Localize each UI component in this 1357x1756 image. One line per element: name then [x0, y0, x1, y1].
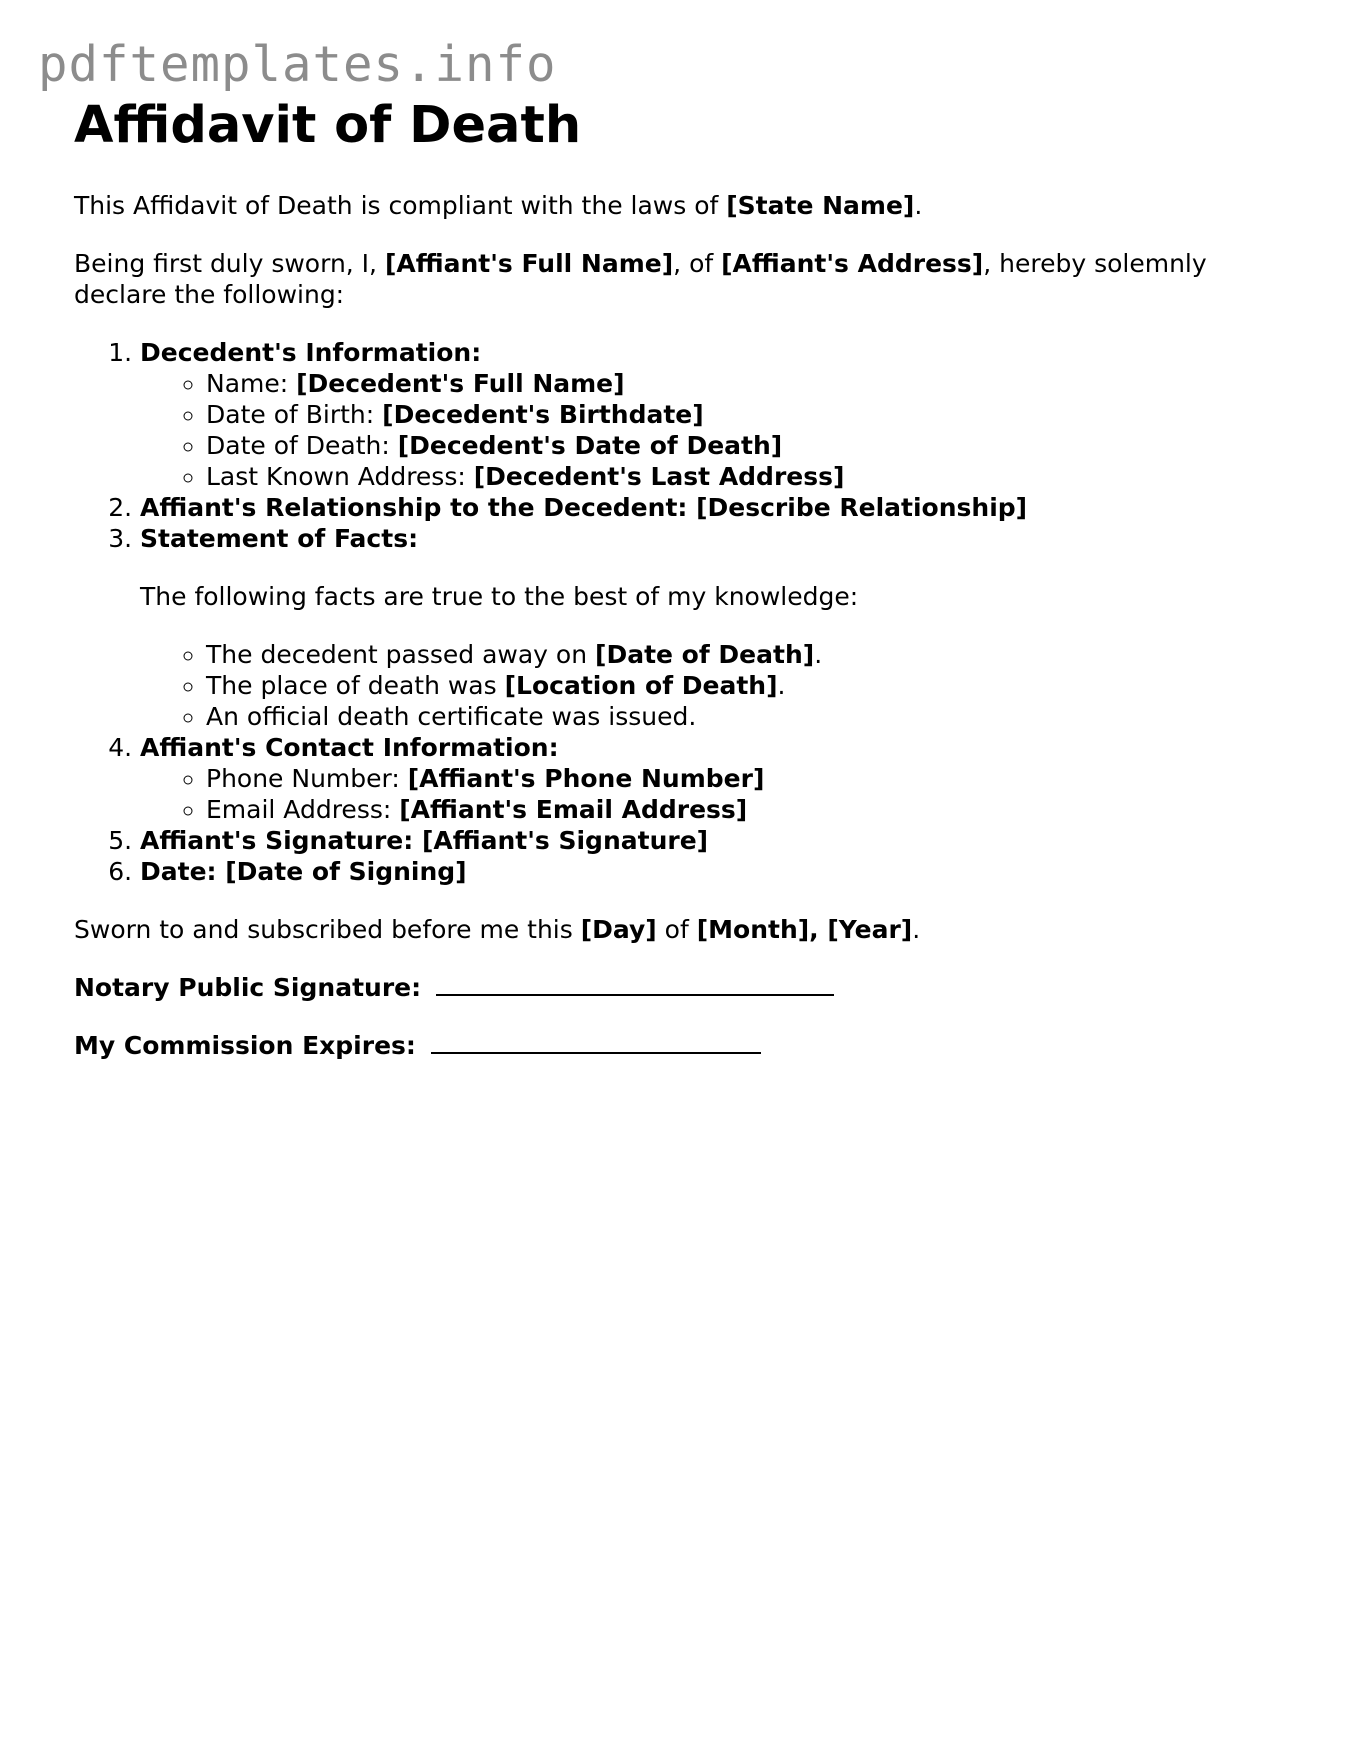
fact-suffix: . — [777, 671, 786, 700]
decedent-name-label: Name: — [206, 369, 297, 398]
month-year-placeholder: [Month], [Year] — [696, 915, 913, 944]
section-date — [140, 856, 1294, 887]
list-item — [206, 701, 1294, 732]
decedent-name-placeholder: [Decedent's Full Name] — [296, 369, 625, 398]
facts-list — [140, 639, 1294, 732]
signature-placeholder: [Affiant's Signature] — [421, 826, 709, 855]
fact-prefix: The place of death was — [206, 671, 505, 700]
fact-prefix: An official death certificate was issued. — [206, 702, 697, 731]
compliance-statement — [74, 190, 1294, 221]
affiant-name-placeholder: [Affiant's Full Name] — [384, 249, 674, 278]
sworn-middle: of — [656, 915, 697, 944]
list-item — [206, 794, 1294, 825]
decedent-info-list — [140, 368, 1294, 492]
relationship-placeholder: [Describe Relationship] — [696, 493, 1028, 522]
decedent-birth-label: Date of Birth: — [206, 400, 383, 429]
list-item — [206, 399, 1294, 430]
fact-prefix: The decedent passed away on — [206, 640, 596, 669]
list-item — [206, 461, 1294, 492]
affiant-address-placeholder: [Affiant's Address] — [721, 249, 984, 278]
location-of-death-placeholder: [Location of Death] — [504, 671, 778, 700]
email-label: Email Address: — [206, 795, 400, 824]
sworn-suffix: . — [912, 915, 921, 944]
email-placeholder: [Affiant's Email Address] — [399, 795, 748, 824]
day-placeholder: [Day] — [580, 915, 657, 944]
section-affiant-signature — [140, 825, 1294, 856]
commission-expires-field[interactable] — [431, 1030, 761, 1054]
notary-signature-field[interactable] — [436, 972, 834, 996]
intro-suffix: , hereby solemnly declare the following: — [74, 249, 1207, 309]
document-title: Affidavit of Death — [74, 96, 582, 155]
sworn-statement — [74, 914, 1294, 945]
intro-statement — [74, 248, 1294, 310]
intro-prefix: Being first duly sworn, I, — [74, 249, 385, 278]
signature-heading: Affiant's Signature: — [140, 826, 422, 855]
section-statement-of-facts — [140, 523, 1294, 732]
contact-info-list — [140, 763, 1294, 825]
decedent-birth-placeholder: [Decedent's Birthdate] — [382, 400, 704, 429]
contact-info-heading: Affiant's Contact Information: — [140, 733, 559, 762]
facts-heading: Statement of Facts: — [140, 524, 419, 553]
document-page — [74, 96, 1294, 1061]
phone-label: Phone Number: — [206, 764, 408, 793]
decedent-info-heading: Decedent's Information: — [140, 338, 482, 367]
list-item — [206, 763, 1294, 794]
declaration-list — [74, 337, 1294, 887]
date-of-death-placeholder: [Date of Death] — [595, 640, 815, 669]
relationship-heading: Affiant's Relationship to the Decedent: — [140, 493, 697, 522]
section-decedent-info — [140, 337, 1294, 492]
compliance-prefix: This Affidavit of Death is compliant with the laws of — [74, 191, 727, 220]
watermark: pdftemplates.info — [38, 36, 557, 93]
list-item — [206, 368, 1294, 399]
list-item — [206, 430, 1294, 461]
state-name-placeholder: [State Name] — [726, 191, 915, 220]
section-contact-info — [140, 732, 1294, 825]
decedent-death-placeholder: [Decedent's Date of Death] — [397, 431, 783, 460]
commission-expires-line — [74, 1030, 1294, 1061]
intro-middle: , of — [673, 249, 722, 278]
list-item — [206, 639, 1294, 670]
commission-expires-label: My Commission Expires: — [74, 1031, 425, 1060]
notary-signature-label: Notary Public Signature: — [74, 973, 430, 1002]
date-placeholder: [Date of Signing] — [225, 857, 467, 886]
section-relationship — [140, 492, 1294, 523]
facts-lead: The following facts are true to the best of my knowledge: — [140, 582, 859, 611]
date-heading: Date: — [140, 857, 226, 886]
decedent-death-label: Date of Death: — [206, 431, 398, 460]
notary-signature-line — [74, 972, 1294, 1003]
sworn-prefix: Sworn to and subscribed before me this — [74, 915, 581, 944]
compliance-suffix: . — [914, 191, 923, 220]
decedent-address-label: Last Known Address: — [206, 462, 474, 491]
phone-placeholder: [Affiant's Phone Number] — [407, 764, 765, 793]
list-item — [206, 670, 1294, 701]
decedent-address-placeholder: [Decedent's Last Address] — [473, 462, 845, 491]
fact-suffix: . — [814, 640, 823, 669]
